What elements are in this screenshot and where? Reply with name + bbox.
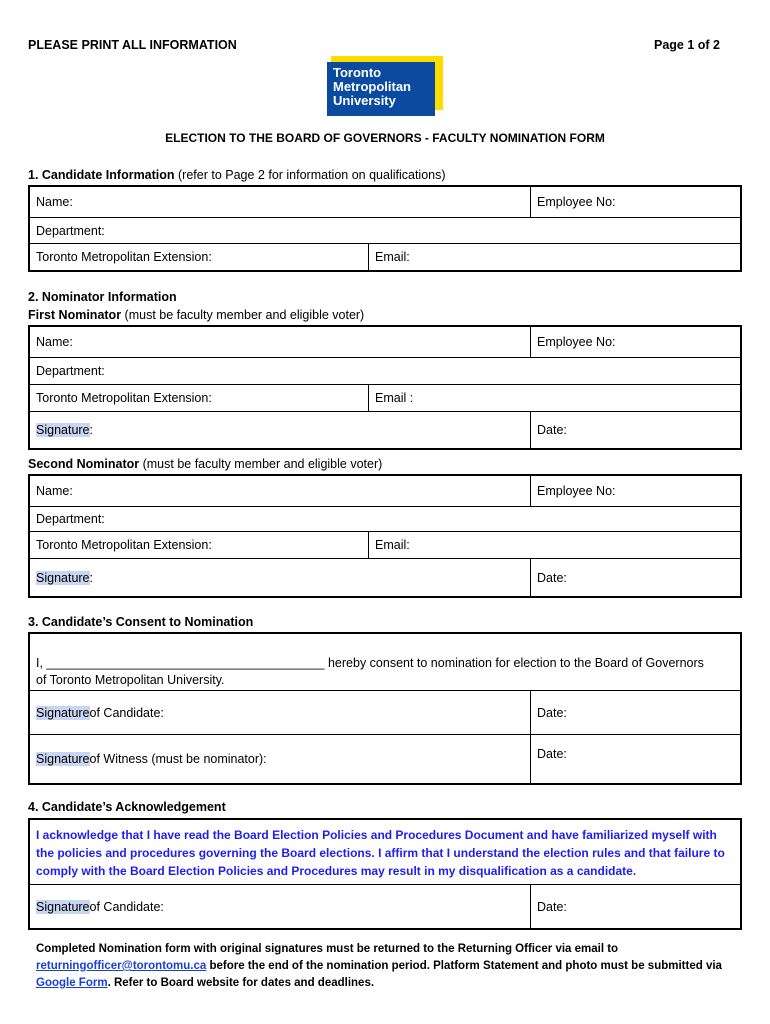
second-nominator-extension-field[interactable]	[30, 532, 368, 558]
second-nominator-note: (must be faculty member and eligible voter)	[139, 457, 383, 471]
section-1-note: (refer to Page 2 for information on qualifications)	[174, 168, 446, 182]
signature-of-candidate-label: of Candidate:	[89, 705, 164, 720]
first-nominator-name-label: Name:	[36, 335, 73, 349]
second-nominator-department-field[interactable]	[30, 507, 740, 531]
form-title: ELECTION TO THE BOARD OF GOVERNORS - FACULTY NOMINATION FORM	[165, 131, 605, 145]
candidate-info-table	[28, 185, 742, 272]
consent-line-2: of Toronto Metropolitan University.	[36, 673, 225, 687]
second-nominator-employee-no-field[interactable]	[530, 476, 740, 506]
first-nominator-employee-no-field[interactable]	[530, 327, 740, 357]
instructions-part-1: Completed Nomination form with original signatures must be returned to the Returning Officer via email to	[36, 943, 619, 955]
signature-label: Signature	[36, 752, 90, 766]
first-nominator-email-field[interactable]	[368, 385, 740, 411]
consent-line-1: I, ________________________________________ hereby consent to nomination for election to the Board of Governors	[36, 656, 704, 670]
date-label: Date:	[537, 705, 567, 720]
consent-statement	[30, 634, 740, 690]
first-nominator-email-label: Email :	[375, 391, 414, 405]
date-label: Date:	[537, 899, 567, 914]
instructions-part-3: . Refer to Board website for dates and deadlines.	[107, 977, 375, 989]
acknowledgement-date-field[interactable]	[530, 885, 740, 928]
candidate-name-field[interactable]	[30, 187, 530, 217]
first-nominator-employee-no-label: Employee No:	[537, 335, 616, 349]
first-nominator-heading	[28, 308, 364, 322]
section-3-heading	[28, 615, 253, 629]
first-nominator-date-field[interactable]	[530, 412, 740, 448]
candidate-extension-field[interactable]	[30, 244, 368, 270]
candidate-department-field[interactable]	[30, 218, 740, 243]
second-nominator-date-field[interactable]	[530, 559, 740, 596]
acknowledgement-box	[28, 818, 742, 930]
date-label: Date:	[537, 747, 567, 761]
second-nominator-table	[28, 474, 742, 598]
consent-table	[28, 632, 742, 785]
returning-officer-email-link[interactable]: returningofficer@torontomu.ca	[36, 960, 207, 972]
section-4-title: 4. Candidate’s Acknowledgement	[28, 800, 226, 814]
section-3-title: 3. Candidate’s Consent to Nomination	[28, 615, 254, 629]
candidate-name-label: Name:	[36, 195, 73, 209]
second-nominator-email-field[interactable]	[368, 532, 740, 558]
page-number: Page 1 of 2	[654, 38, 720, 52]
first-nominator-table	[28, 325, 742, 450]
first-nominator-extension-field[interactable]	[30, 385, 368, 411]
first-nominator-label: First Nominator	[28, 308, 122, 322]
section-1-heading	[28, 168, 446, 182]
second-nominator-name-label: Name:	[36, 484, 73, 498]
acknowledgement-signature-field[interactable]	[30, 885, 530, 928]
first-nominator-department-label: Department:	[36, 364, 105, 378]
candidate-employee-no-label: Employee No:	[537, 195, 616, 209]
date-label: Date:	[537, 570, 567, 585]
first-nominator-signature-field[interactable]	[30, 412, 530, 448]
candidate-email-label: Email:	[375, 250, 410, 264]
logo-line-1: Toronto	[333, 65, 382, 80]
candidate-extension-label: Toronto Metropolitan Extension:	[36, 250, 212, 264]
second-nominator-name-field[interactable]	[30, 476, 530, 506]
first-nominator-note: (must be faculty member and eligible voter)	[121, 308, 365, 322]
logo-text	[333, 66, 411, 108]
first-nominator-name-field[interactable]	[30, 327, 530, 357]
logo-line-3: University	[333, 93, 396, 108]
second-nominator-department-label: Department:	[36, 512, 105, 526]
second-nominator-label: Second Nominator	[28, 457, 140, 471]
second-nominator-heading	[28, 457, 382, 471]
second-nominator-signature-field[interactable]	[30, 559, 530, 596]
date-label: Date:	[537, 423, 567, 437]
second-nominator-employee-no-label: Employee No:	[537, 484, 616, 498]
print-instruction: PLEASE PRINT ALL INFORMATION	[28, 38, 237, 52]
candidate-signature-date-field[interactable]	[530, 691, 740, 734]
witness-signature-field[interactable]	[30, 735, 530, 783]
second-nominator-extension-label: Toronto Metropolitan Extension:	[36, 538, 212, 552]
section-2-heading	[28, 290, 177, 304]
section-2-title: 2. Nominator Information	[28, 290, 177, 304]
acknowledgement-text: I acknowledge that I have read the Board Election Policies and Procedures Document and have familiarized myself with the policies and procedures governing the Board elections. I affirm that I understand the election rules and that failure to comply with the Board Election Policies and Procedures may result in my disqualification as a candidate.	[36, 828, 725, 878]
submission-instructions	[36, 941, 736, 992]
logo-line-2: Metropolitan	[333, 79, 411, 94]
second-nominator-email-label: Email:	[375, 538, 410, 552]
signature-label: Signature	[36, 423, 90, 437]
section-1-title: 1. Candidate Information	[28, 168, 175, 182]
instructions-part-2: before the end of the nomination period. Platform Statement and photo must be submitted via	[206, 960, 722, 972]
signature-of-witness-label: of Witness (must be nominator):	[89, 752, 267, 766]
signature-colon: :	[89, 570, 93, 585]
witness-signature-date-field[interactable]	[530, 735, 740, 783]
signature-label: Signature	[36, 570, 90, 585]
university-logo	[327, 56, 443, 116]
section-4-heading	[28, 800, 226, 814]
signature-colon: :	[89, 423, 93, 437]
signature-of-candidate-label: of Candidate:	[89, 899, 164, 914]
candidate-department-label: Department:	[36, 223, 105, 238]
google-form-link[interactable]: Google Form	[36, 977, 108, 989]
first-nominator-department-field[interactable]	[30, 358, 740, 384]
signature-label: Signature	[36, 899, 90, 914]
first-nominator-extension-label: Toronto Metropolitan Extension:	[36, 391, 212, 405]
signature-label: Signature	[36, 705, 90, 720]
candidate-employee-no-field[interactable]	[530, 187, 740, 217]
candidate-email-field[interactable]	[368, 244, 740, 270]
candidate-signature-field[interactable]	[30, 691, 530, 734]
